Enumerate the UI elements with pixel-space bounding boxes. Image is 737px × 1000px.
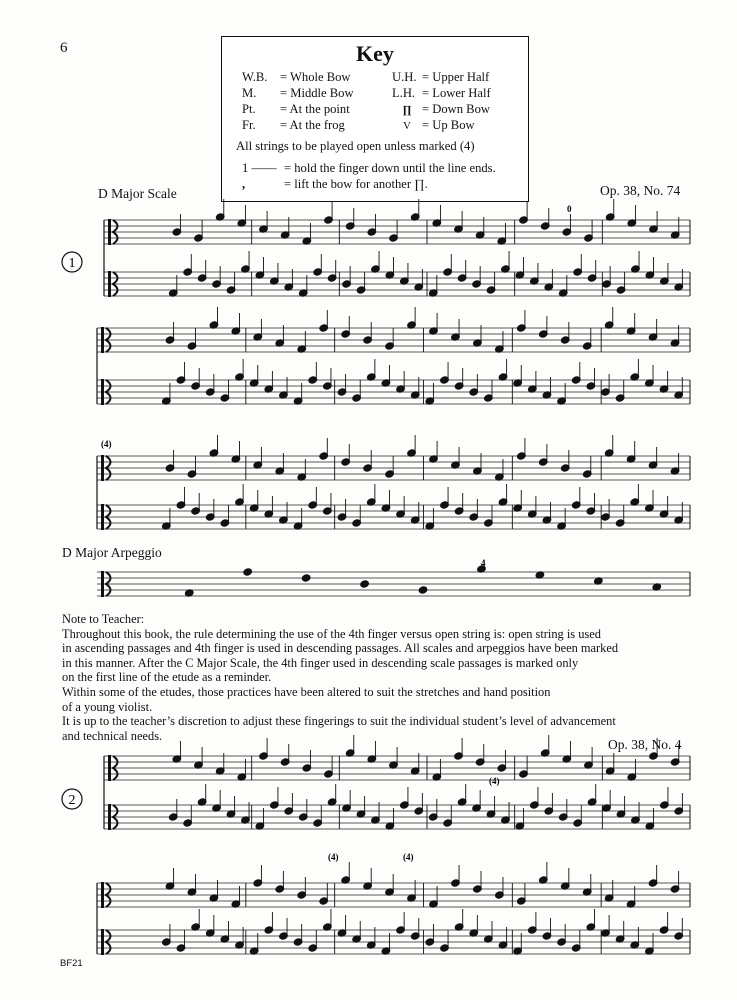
staff-systems: [97, 199, 690, 955]
note-line: and technical needs.: [62, 728, 163, 743]
fourth-finger-mark: (4): [101, 439, 112, 449]
fourth-finger-mark: (4): [489, 776, 500, 786]
key-abbr: Pt.: [242, 102, 256, 116]
key-abbr: L.H.: [392, 86, 416, 100]
note-line: on the first line of the etude as a reminder.: [62, 670, 272, 685]
note-line: It is up to the teacher’s discretion to adjust these fingerings to suit the individual student’s level of advancement: [62, 714, 616, 729]
fourth-finger-mark: (4): [328, 852, 339, 862]
key-meaning: = Down Bow: [422, 102, 490, 116]
etude-opus: Op. 38, No. 4: [608, 737, 682, 752]
note-head: [360, 580, 370, 588]
note-line: Throughout this book, the rule determining the use of the 4th finger versus open string is: open string is used: [62, 626, 601, 641]
footer-code: BF21: [60, 958, 83, 969]
alto-clef-icon: [101, 929, 104, 955]
alto-clef-icon: [108, 271, 111, 297]
key-abbr: U.H.: [392, 70, 417, 84]
arpeggio-heading: D Major Arpeggio: [62, 545, 162, 560]
key-meaning: = Upper Half: [422, 70, 490, 84]
note-head: [243, 568, 253, 576]
key-abbr: W.B.: [242, 70, 268, 84]
alto-clef-icon: [101, 455, 104, 481]
alto-clef-icon: [108, 804, 111, 830]
key-meaning: = At the frog: [280, 118, 345, 132]
key-meaning: = lift the bow for another ∏.: [284, 177, 428, 191]
note-line: of a young violist.: [62, 699, 153, 714]
key-title: Key: [356, 41, 394, 66]
down-bow-icon: ∏: [402, 104, 412, 116]
key-meaning: = Middle Bow: [280, 86, 354, 100]
key-meaning: = Up Bow: [422, 118, 475, 132]
key-meaning: = Whole Bow: [280, 70, 351, 84]
alto-clef-icon: [101, 327, 104, 353]
open-string-mark: 0: [567, 204, 572, 214]
note-line: in this manner. After the C Major Scale, the 4th finger used in descending scale passages is marked only: [62, 655, 579, 670]
note-heading: Note to Teacher:: [62, 612, 145, 626]
hold-line-icon: 1 ——: [242, 161, 277, 175]
alto-clef-icon: [101, 379, 104, 405]
alto-clef-icon: [108, 219, 111, 245]
note-head: [418, 586, 428, 594]
score-labels: [62, 204, 572, 862]
scale-heading: D Major Scale: [98, 186, 177, 201]
alto-clef-icon: [101, 504, 104, 530]
fourth-finger-mark: (4): [403, 852, 414, 862]
exercise-number: 2: [68, 793, 76, 808]
key-abbr: Fr.: [242, 118, 256, 132]
alto-clef-icon: [101, 571, 104, 597]
scale-opus: Op. 38, No. 74: [600, 183, 681, 198]
up-bow-icon: V: [403, 120, 411, 132]
page-number: 6: [60, 40, 68, 56]
alto-clef-icon: [101, 882, 104, 908]
key-meaning: = At the point: [280, 102, 350, 116]
key-meaning: = Lower Half: [422, 86, 491, 100]
key-meaning: = hold the finger down until the line ends.: [284, 161, 496, 175]
note-line: in ascending passages and 4th finger is used in descending passages. All scales and arpeggios have been marked: [62, 641, 619, 656]
note-head: [301, 574, 311, 582]
alto-clef-icon: [108, 755, 111, 781]
open-strings-note: All strings to be played open unless marked (4): [236, 139, 475, 153]
finger-mark: 4: [481, 558, 486, 568]
key-abbr: M.: [242, 86, 257, 100]
breath-mark-icon: ,: [242, 177, 246, 191]
exercise-number: 1: [68, 256, 76, 271]
note-line: Within some of the etudes, those practices have been altered to suit the stretches and hand position: [62, 684, 551, 699]
